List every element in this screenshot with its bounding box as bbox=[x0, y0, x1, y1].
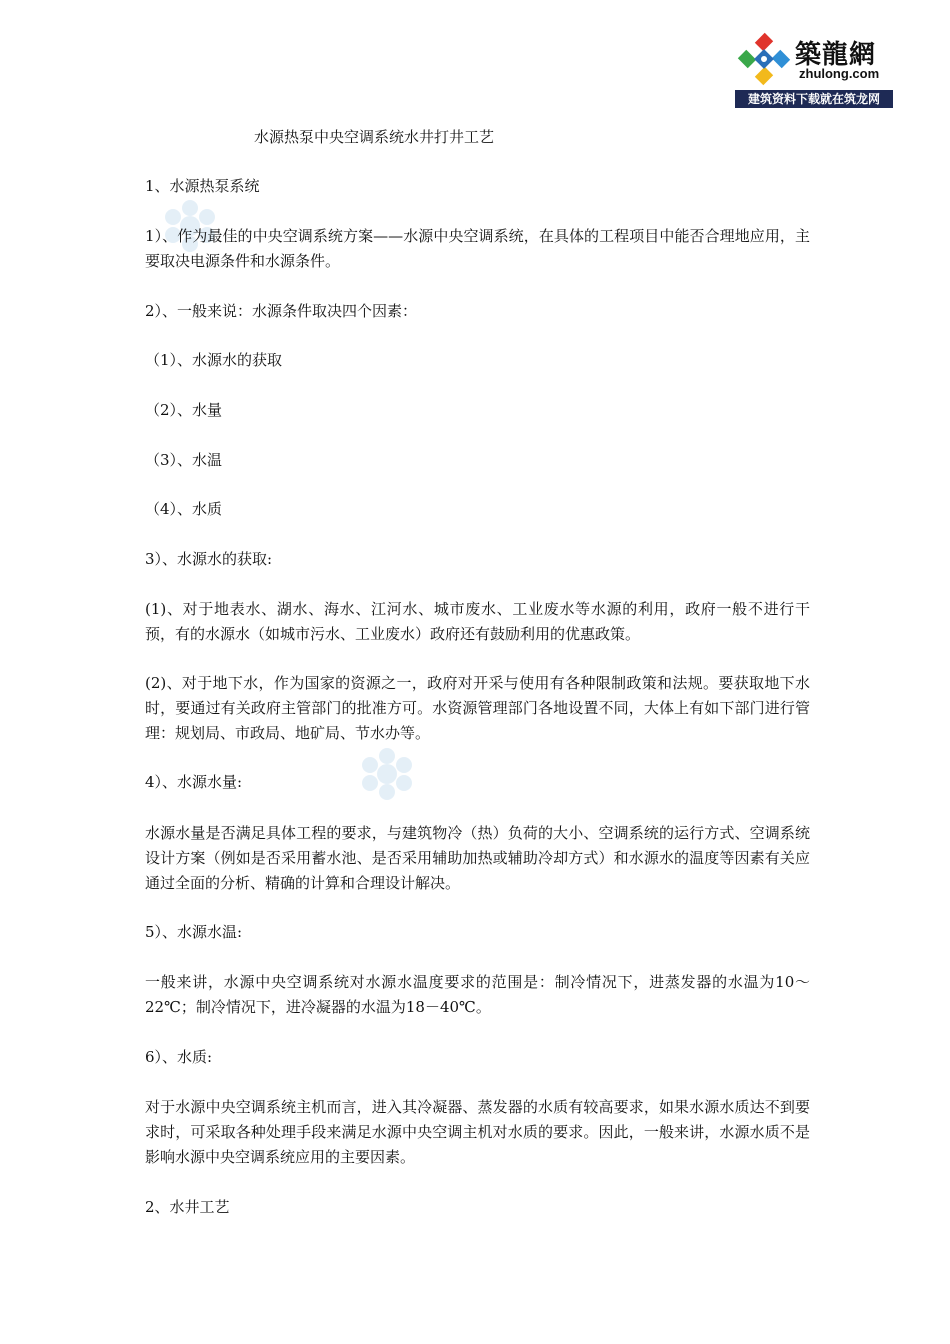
list-item: （2）、水量 bbox=[145, 401, 223, 419]
list-item: （3）、水温 bbox=[145, 451, 223, 469]
paragraph: (2)、对于地下水，作为国家的资源之一，政府对开采与使用有各种限制政策和法规。要获取地下水时，要通过有关政府主管部门的批准方可。水资源管理部门各地设置不同，大体上有如下部门进行管理：规划局、市政局、地矿局、节水办等。 bbox=[145, 674, 810, 742]
list-item: （4）、水质 bbox=[145, 500, 223, 518]
paragraph: 1）、作为最佳的中央空调系统方案——水源中央空调系统，在具体的工程项目中能否合理地应用，主要取决电源条件和水源条件。 bbox=[145, 227, 810, 270]
paragraph: 2）、一般来说：水源条件取决四个因素： bbox=[145, 302, 418, 320]
paragraph: 一般来讲，水源中央空调系统对水源水温度要求的范围是：制冷情况下，进蒸发器的水温为10～22℃；制冷情况下，进冷凝器的水温为18－40℃。 bbox=[145, 973, 810, 1016]
subsection-heading: 6）、水质: bbox=[145, 1048, 213, 1066]
zhulong-logo bbox=[735, 30, 893, 108]
subsection-heading: 4）、水源水量: bbox=[145, 773, 243, 791]
logo-top bbox=[735, 30, 893, 88]
logo-name-en: zhulong.com bbox=[799, 66, 880, 81]
snowflake-logo-icon bbox=[737, 32, 791, 86]
paragraph: (1)、对于地表水、湖水、海水、江河水、城市废水、工业废水等水源的利用，政府一般不进行干预，有的水源水（如城市污水、工业废水）政府还有鼓励利用的优惠政策。 bbox=[145, 600, 810, 643]
section-heading-2: 2、水井工艺 bbox=[145, 1198, 230, 1216]
section-heading-1: 1、水源热泵系统 bbox=[145, 177, 260, 195]
logo-slogan: 建筑资料下载就在筑龙网 bbox=[735, 90, 893, 108]
document-title: 水源热泵中央空调系统水井打井工艺 bbox=[254, 128, 495, 146]
list-item: （1）、水源水的获取 bbox=[145, 351, 283, 369]
subsection-heading: 5）、水源水温: bbox=[145, 923, 243, 941]
subsection-heading: 3）、水源水的获取: bbox=[145, 550, 273, 568]
paragraph: 对于水源中央空调系统主机而言，进入其冷凝器、蒸发器的水质有较高要求，如果水源水质达不到要求时，可采取各种处理手段来满足水源中央空调主机对水质的要求。因此，一般来讲，水源水质不是影响水源中央空调系统应用的主要因素。 bbox=[145, 1098, 810, 1166]
logo-name-cn: 築龍網 bbox=[795, 40, 877, 70]
paragraph: 水源水量是否满足具体工程的要求，与建筑物冷（热）负荷的大小、空调系统的运行方式、空调系统设计方案（例如是否采用蓄水池、是否采用辅助加热或辅助冷却方式）和水源水的温度等因素有关应通过全面的分析、精确的计算和合理设计解决。 bbox=[145, 824, 810, 892]
